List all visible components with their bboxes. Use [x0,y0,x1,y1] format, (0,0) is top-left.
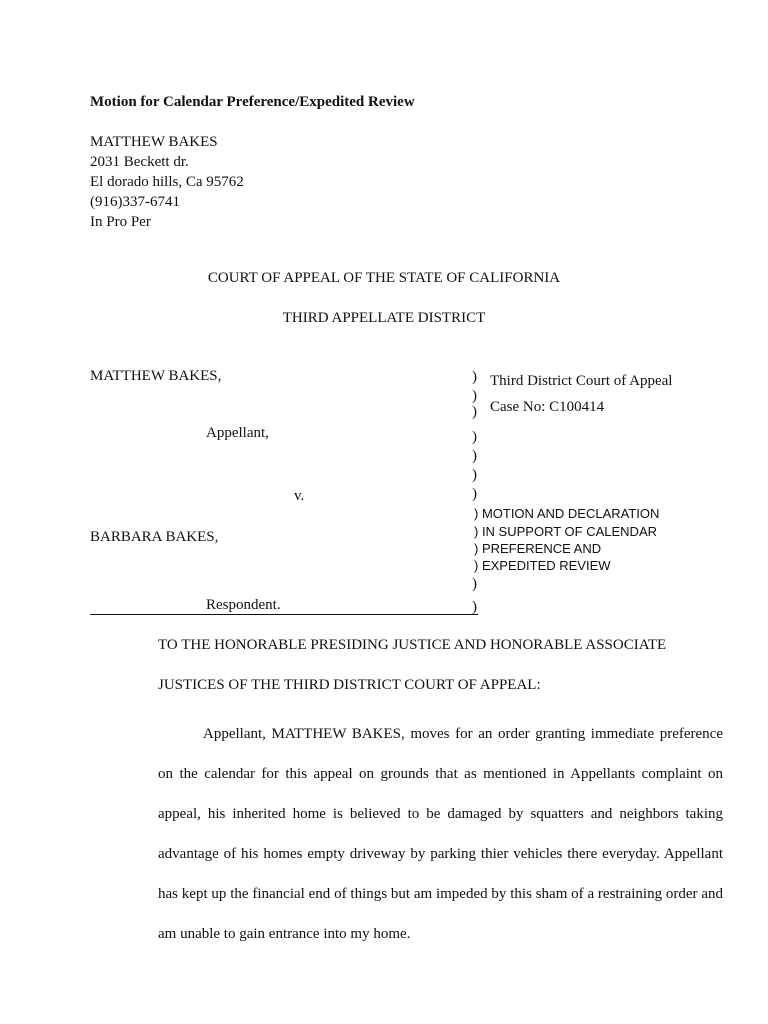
caption-paren: ) [472,576,477,592]
filer-street: 2031 Beckett dr. [90,154,189,170]
appellant-name: MATTHEW BAKES, [90,368,222,384]
caption-paren: ) [472,448,477,464]
caption-paren: ) [472,429,477,445]
caption-underline [90,614,478,615]
caption-paren: ) [472,486,477,502]
document-type-line: ) EXPEDITED REVIEW [474,558,611,573]
caption-paren: ) [472,388,477,404]
filer-name: MATTHEW BAKES [90,134,218,150]
court-name: COURT OF APPEAL OF THE STATE OF CALIFORNIA [207,270,561,286]
court-district: THIRD APPELLATE DISTRICT [282,310,486,326]
motion-body-paragraph: Appellant, MATTHEW BAKES, moves for an order granting immediate preference on the calendar for this appeal on grounds that as mentioned in Appellants complaint on appeal, his inherited home is believed to be damaged by squatters and neighbors taking advantage of his homes empty driveway by parking thier vehicles there everyday. Appellant has kept up the financial end of things but am impeded by this sham of a restraining order and am unable to gain entrance into my home. [158,726,723,942]
document-type-line: ) PREFERENCE AND [474,541,602,556]
addressee-line: TO THE HONORABLE PRESIDING JUSTICE AND HONORABLE ASSOCIATE [158,637,667,653]
court-reference: Third District Court of Appeal [490,373,673,389]
document-type-line: ) MOTION AND DECLARATION [474,506,660,521]
filer-status: In Pro Per [90,214,151,230]
addressee-line: JUSTICES OF THE THIRD DISTRICT COURT OF APPEAL: [158,677,541,693]
caption-paren: ) [472,467,477,483]
document-title: Motion for Calendar Preference/Expedited Review [90,94,415,110]
respondent-name: BARBARA BAKES, [90,529,219,545]
case-number: Case No: C100414 [490,399,605,415]
filer-city: El dorado hills, Ca 95762 [90,174,244,190]
caption-paren: ) [472,599,477,615]
versus-label: v. [294,488,305,504]
caption-paren: ) [472,404,477,420]
caption-paren: ) [472,369,477,385]
appellant-role: Appellant, [206,425,269,441]
filer-phone: (916)337-6741 [90,194,180,210]
respondent-role: Respondent. [206,597,281,613]
document-type-line: ) IN SUPPORT OF CALENDAR [474,524,657,539]
